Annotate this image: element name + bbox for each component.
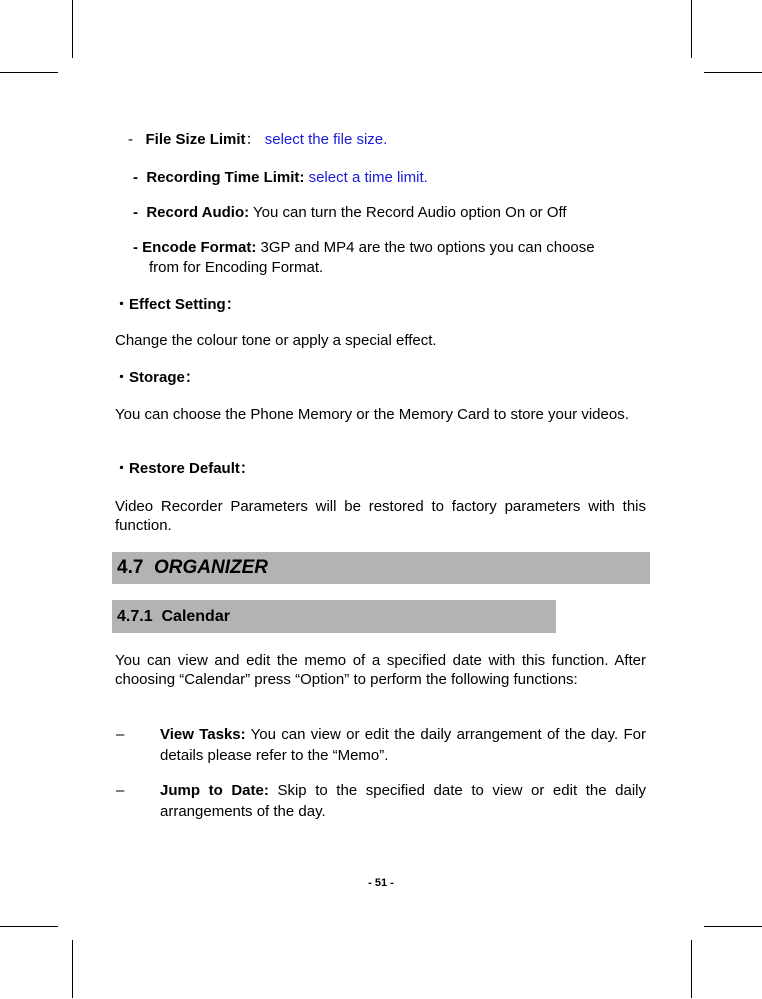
crop-mark — [72, 0, 73, 58]
list-item-dash: – — [116, 726, 125, 743]
recording-time-limit-text: select a time limit. — [304, 169, 428, 186]
subsection-number: 4.7.1 — [117, 608, 153, 625]
effect-setting-text: Change the colour tone or apply a special effect. — [115, 332, 437, 349]
calendar-intro: You can view and edit the memo of a specified date with this function. After choosing “Calendar” press “Option” to perform the following functions: — [115, 652, 646, 688]
encode-format-line-2: from for Encoding Format. — [149, 259, 324, 276]
crop-mark — [691, 940, 692, 998]
record-audio-label: Record Audio: — [146, 204, 250, 221]
section-heading — [117, 556, 268, 580]
encode-format-text: 3GP and MP4 are the two options you can choose — [256, 239, 595, 256]
view-tasks-label: View Tasks: — [160, 726, 246, 743]
file-size-limit-text: select the file size. — [264, 131, 388, 148]
jump-to-date-label: Jump to Date: — [160, 782, 269, 799]
recording-time-limit-line: - Recording Time Limit: select a time limit. — [133, 169, 428, 186]
crop-mark — [704, 926, 762, 927]
storage-text: You can choose the Phone Memory or the Memory Card to store your videos. — [115, 406, 629, 423]
encode-format-line — [133, 239, 595, 257]
section-number: 4.7 — [117, 557, 144, 578]
page-number: - 51 - — [368, 877, 394, 889]
storage-heading: ・Storage： — [114, 369, 200, 386]
subsection-title: Calendar — [161, 608, 230, 625]
crop-mark — [691, 0, 692, 58]
list-item-dash: – — [116, 782, 125, 799]
subsection-heading — [117, 606, 230, 628]
crop-mark — [0, 72, 58, 73]
section-title: ORGANIZER — [153, 557, 268, 578]
crop-mark — [0, 926, 58, 927]
list-item: View Tasks: You can view or edit the daily arrangement of the day. For details please refer to the “Memo”. — [160, 726, 646, 764]
file-size-limit-label: File Size Limit — [145, 131, 246, 148]
encode-format-label: - Encode Format: — [133, 239, 257, 256]
record-audio-text: You can turn the Record Audio option On or Off — [249, 204, 567, 221]
file-size-limit-line: - File Size Limit： select the file size. — [128, 131, 388, 148]
record-audio-line: - Record Audio: You can turn the Record Audio option On or Off — [133, 204, 567, 221]
recording-time-limit-label: Recording Time Limit: — [146, 169, 305, 186]
crop-mark — [72, 940, 73, 998]
restore-default-text: Video Recorder Parameters will be restored to factory parameters with this function. — [115, 498, 646, 534]
crop-mark — [704, 72, 762, 73]
restore-default-heading: ・Restore Default： — [114, 460, 255, 477]
effect-setting-heading: ・Effect Setting： — [114, 296, 241, 313]
list-item: Jump to Date: Skip to the specified date to view or edit the daily arrangements of the day. — [160, 782, 646, 820]
